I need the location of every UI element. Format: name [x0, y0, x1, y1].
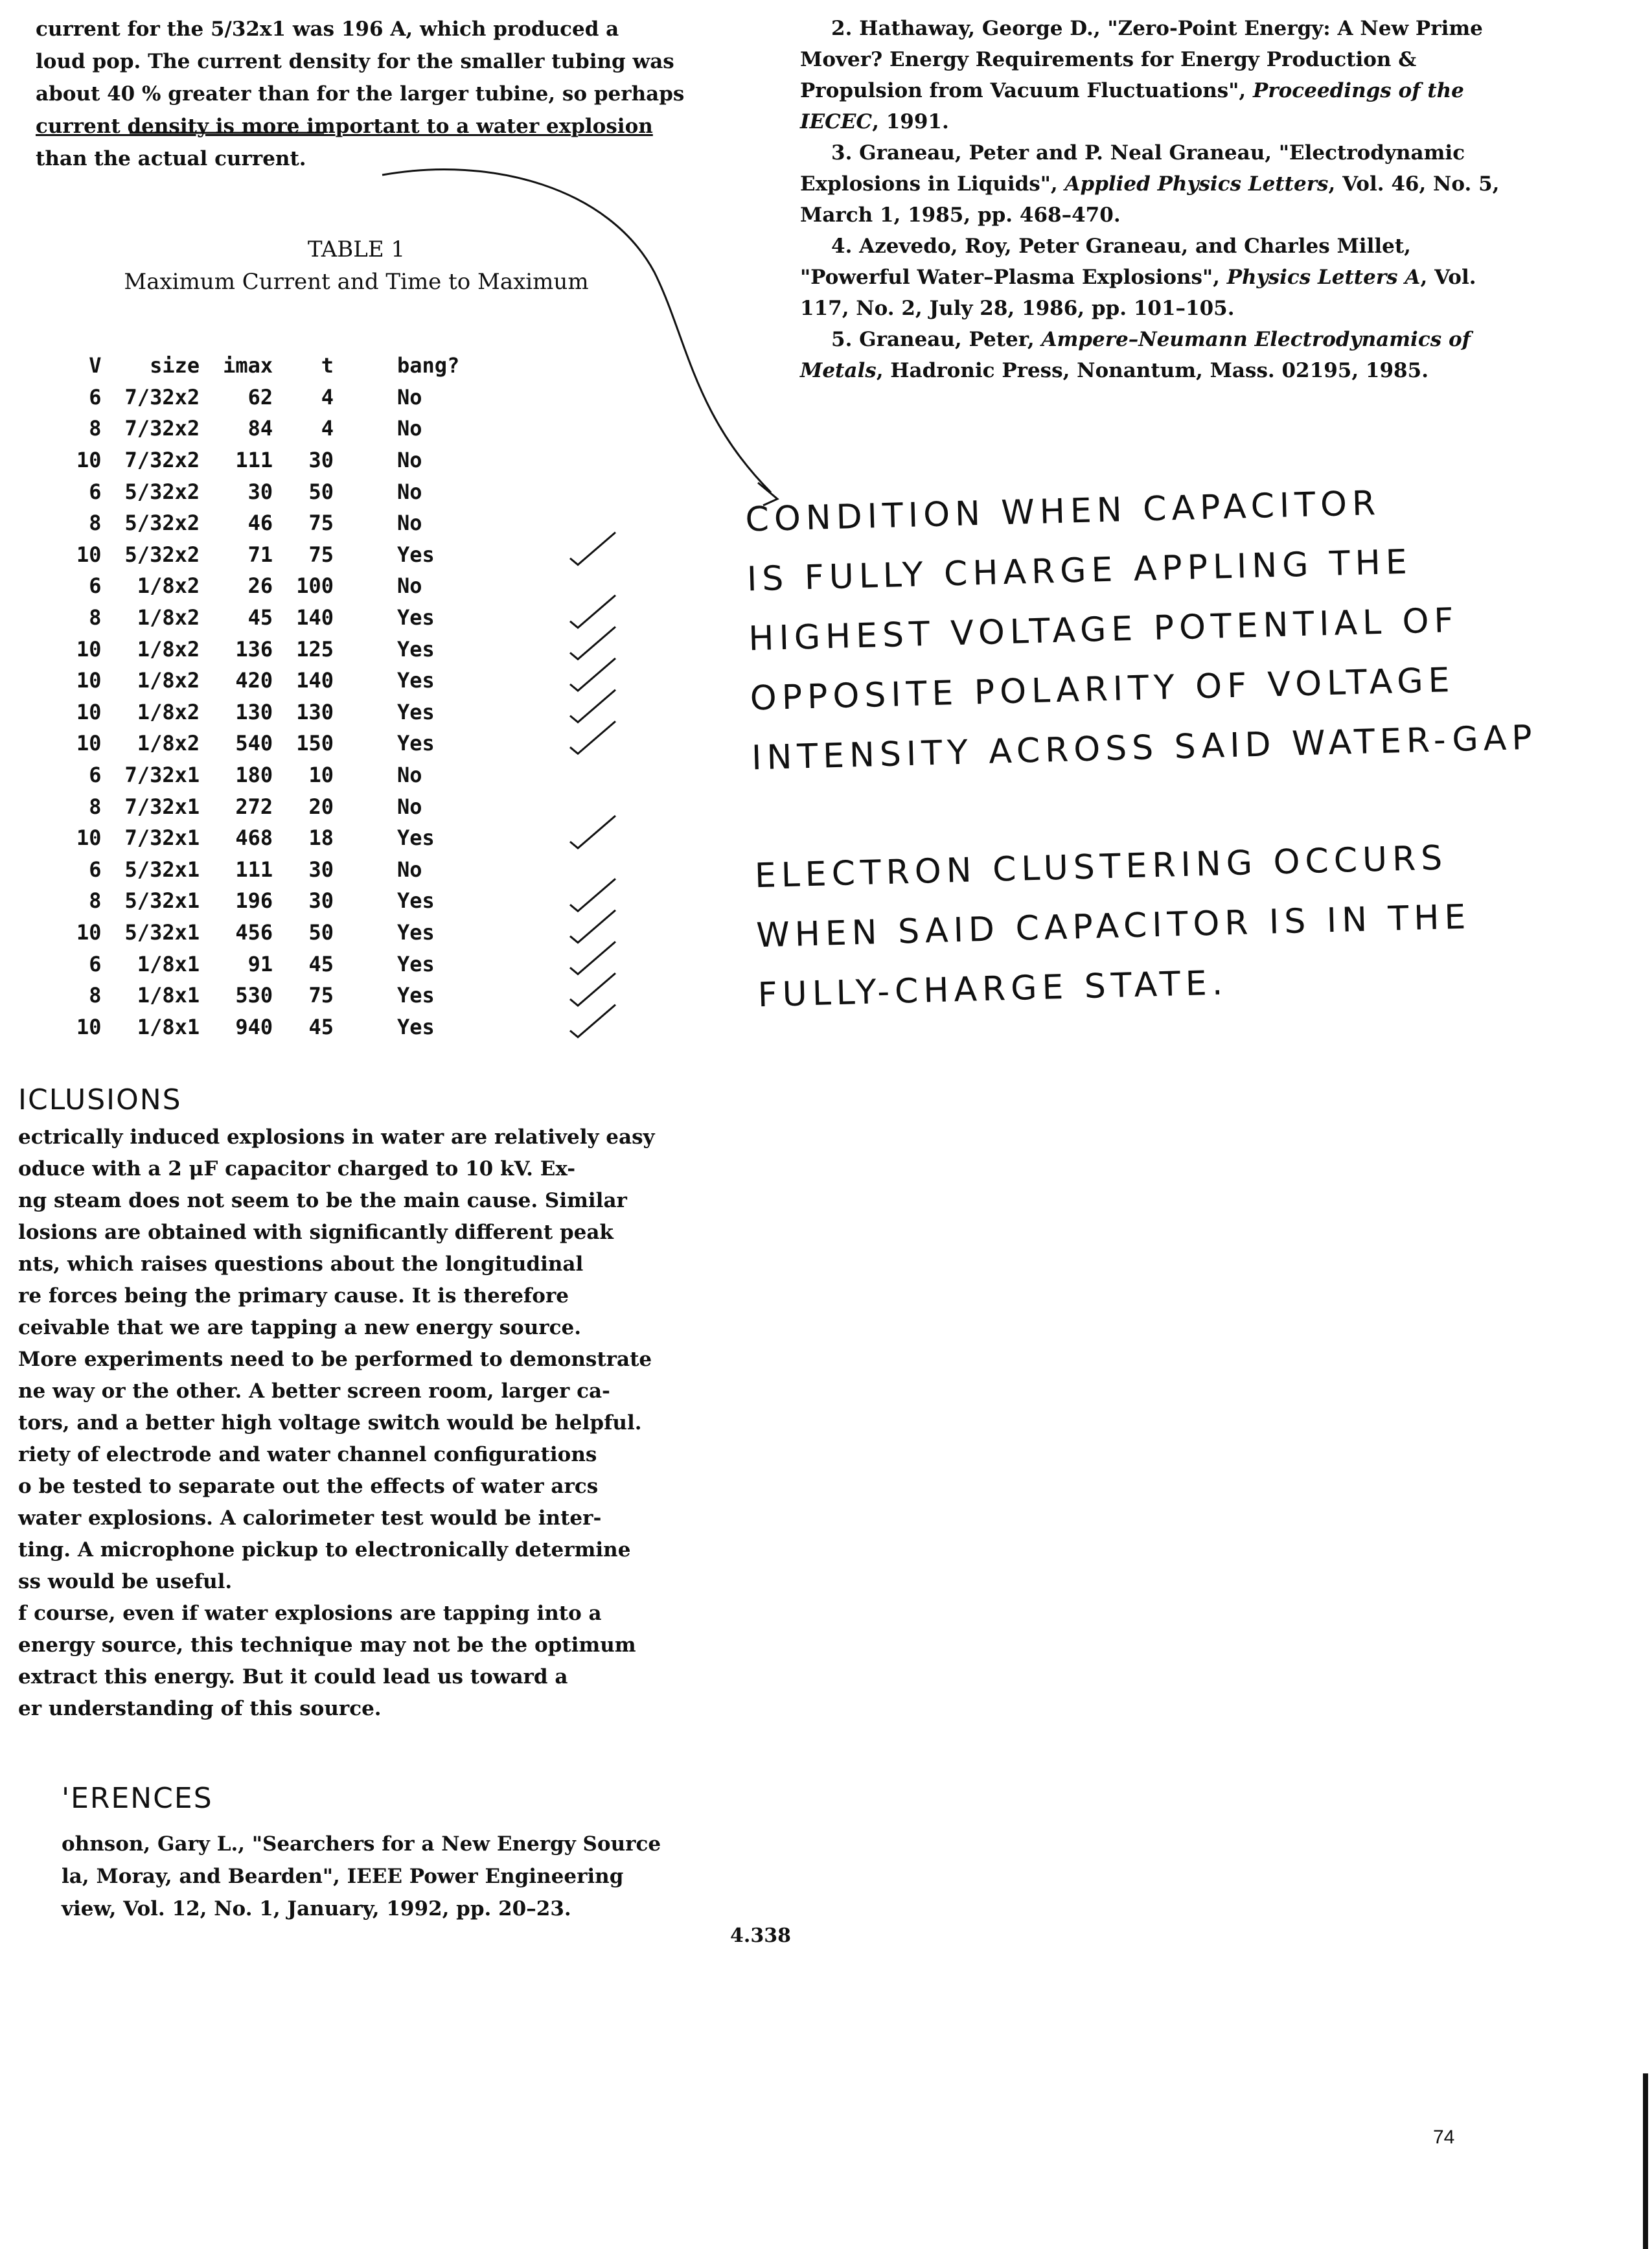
cell-t: 20 — [308, 794, 334, 819]
cell-t: 50 — [308, 479, 334, 504]
conclusions-line: er understanding of this source. — [18, 1697, 382, 1720]
cell-bang: Yes — [396, 699, 435, 724]
cell-imax: 111 — [235, 448, 273, 473]
cell-v: 8 — [89, 983, 102, 1008]
check-mark-icon — [570, 1005, 615, 1037]
cell-size: 5/32x2 — [124, 511, 200, 536]
reference-source: Proceedings of the IECEC — [800, 79, 1464, 133]
cell-bang: Yes — [396, 825, 435, 851]
cell-bang: No — [396, 511, 422, 536]
table-title: TABLE 1 — [307, 236, 406, 262]
references-heading: 'ERENCES — [62, 1782, 213, 1815]
cell-v: 6 — [89, 763, 102, 788]
scan-page-number: 74 — [1433, 2127, 1455, 2148]
check-marks — [570, 533, 615, 1037]
check-mark-icon — [570, 816, 615, 848]
cell-imax: 26 — [247, 573, 273, 599]
fragment-line-5: than the actual current. — [36, 147, 306, 170]
conclusions-line: ting. A microphone pickup to electronically determine — [18, 1538, 631, 1562]
cell-bang: Yes — [396, 1014, 435, 1039]
cell-t: 45 — [308, 951, 334, 976]
check-mark-icon — [570, 879, 615, 911]
check-mark-icon — [570, 690, 615, 722]
cell-bang: Yes — [396, 983, 435, 1008]
cell-v: 10 — [76, 699, 102, 724]
check-mark-icon — [570, 941, 615, 974]
conclusions-line: ne way or the other. A better screen room, larger ca- — [18, 1379, 610, 1403]
cell-v: 8 — [89, 511, 102, 536]
check-mark-icon — [570, 973, 615, 1006]
cell-imax: 196 — [235, 888, 273, 914]
cell-t: 30 — [308, 448, 334, 473]
cell-bang: Yes — [396, 668, 435, 693]
arrow-head-icon — [758, 483, 777, 505]
cell-size: 1/8x1 — [137, 1014, 200, 1039]
conclusions-line: More experiments need to be performed to demonstrate — [18, 1348, 652, 1371]
check-mark-icon — [570, 721, 615, 754]
note-line-2: IS FULLY CHARGE APPLING THE — [746, 542, 1413, 599]
cell-t: 140 — [296, 668, 334, 693]
cell-v: 6 — [89, 384, 102, 409]
cell-imax: 530 — [235, 983, 273, 1008]
reference-text: 5. Graneau, Peter, — [831, 328, 1042, 351]
conclusions-line: water explosions. A calorimeter test would be inter- — [18, 1506, 602, 1530]
reference-source: Applied Physics Letters — [1064, 172, 1329, 196]
note-line-4: OPPOSITE POLARITY OF VOLTAGE — [750, 660, 1456, 719]
col-header-t: t — [321, 353, 334, 378]
conclusions-line: extract this energy. But it could lead us toward a — [18, 1665, 568, 1689]
col-header-size: size — [150, 353, 200, 378]
col-header-bang: bang? — [396, 353, 460, 378]
conclusions-line: o be tested to separate out the effects of water arcs — [18, 1475, 599, 1498]
note-line-5: INTENSITY ACROSS SAID WATER-GAP — [751, 718, 1538, 778]
cell-v: 8 — [89, 888, 102, 914]
cell-imax: 468 — [235, 825, 273, 851]
cell-size: 5/32x1 — [124, 919, 200, 945]
cell-size: 7/32x2 — [124, 416, 200, 441]
check-mark-icon — [570, 627, 615, 659]
conclusions-line: oduce with a 2 μF capacitor charged to 10 kV. Ex- — [18, 1157, 576, 1181]
cell-bang: No — [396, 448, 422, 473]
reference-text: 3. Graneau, Peter and P. Neal Graneau, "Electrodynamic Explosions in Liquids", — [800, 141, 1465, 196]
cell-v: 8 — [89, 605, 102, 630]
cell-imax: 62 — [247, 384, 273, 409]
reference-details: , Hadronic Press, Nonantum, Mass. 02195, 1985. — [876, 359, 1428, 382]
cell-v: 10 — [76, 668, 102, 693]
cell-size: 1/8x1 — [137, 951, 200, 976]
cell-size: 1/8x1 — [137, 983, 200, 1008]
conclusions-line: f course, even if water explosions are tapping into a — [18, 1602, 602, 1625]
conclusions-line: energy source, this technique may not be the optimum — [18, 1633, 636, 1657]
cell-bang: No — [396, 794, 422, 819]
cell-v: 8 — [89, 794, 102, 819]
cell-bang: Yes — [396, 919, 435, 945]
cell-bang: No — [396, 416, 422, 441]
check-mark-icon — [570, 533, 615, 565]
reference-text: 4. Azevedo, Roy, Peter Graneau, and Charles Millet, "Powerful Water–Plasma Explosions", — [800, 235, 1411, 289]
cell-bang: No — [396, 857, 422, 882]
cell-size: 1/8x2 — [137, 731, 200, 756]
cell-v: 6 — [89, 479, 102, 504]
reference-details: , Vol. 117, No. 2, July 28, 1986, pp. 101–105. — [800, 266, 1476, 320]
reference-text: 2. Hathaway, George D., "Zero-Point Energy: A New Prime Mover? Energy Requirements for Energy Production & Propulsion from Vacuum Fluctuations", — [800, 17, 1483, 102]
cell-imax: 420 — [235, 668, 273, 693]
cell-v: 6 — [89, 857, 102, 882]
check-mark-icon — [570, 595, 615, 628]
cell-bang: Yes — [396, 542, 435, 567]
cell-v: 6 — [89, 951, 102, 976]
check-mark-icon — [570, 910, 615, 943]
cell-t: 75 — [308, 542, 334, 567]
conclusions-line: losions are obtained with significantly different peak — [18, 1221, 614, 1244]
cell-imax: 91 — [247, 951, 273, 976]
note-line-3: HIGHEST VOLTAGE POTENTIAL OF — [748, 601, 1460, 659]
cell-bang: Yes — [396, 951, 435, 976]
cell-v: 10 — [76, 731, 102, 756]
cell-size: 7/32x1 — [124, 794, 200, 819]
fragment-line-3: about 40 % greater than for the larger tubine, so perhaps — [36, 82, 685, 106]
conclusions-line: ceivable that we are tapping a new energy source. — [18, 1316, 581, 1339]
cell-t: 125 — [296, 636, 334, 662]
cell-imax: 111 — [235, 857, 273, 882]
cell-size: 7/32x1 — [124, 763, 200, 788]
cell-size: 1/8x2 — [137, 573, 200, 599]
cell-t: 150 — [296, 731, 334, 756]
conclusions-line: riety of electrode and water channel configurations — [18, 1443, 597, 1466]
cell-t: 18 — [308, 825, 334, 851]
cell-imax: 272 — [235, 794, 273, 819]
cell-bang: No — [396, 479, 422, 504]
cell-size: 5/32x1 — [124, 888, 200, 914]
cell-t: 30 — [308, 888, 334, 914]
cell-bang: Yes — [396, 888, 435, 914]
conclusions-line: tors, and a better high voltage switch would be helpful. — [18, 1411, 642, 1435]
cell-size: 7/32x1 — [124, 825, 200, 851]
cell-size: 1/8x2 — [137, 668, 200, 693]
cell-v: 10 — [76, 919, 102, 945]
fragment-line-4: current density is more important to a water explosion — [36, 115, 653, 138]
cell-imax: 136 — [235, 636, 273, 662]
cell-size: 5/32x2 — [124, 479, 200, 504]
cell-size: 5/32x2 — [124, 542, 200, 567]
fragment-line-1: current for the 5/32x1 was 196 A, which produced a — [36, 17, 619, 41]
conclusions-line: nts, which raises questions about the longitudinal — [18, 1252, 584, 1276]
cell-imax: 46 — [247, 511, 273, 536]
cell-v: 10 — [76, 825, 102, 851]
reference-details: , 1991. — [872, 110, 949, 133]
page-number: 4.338 — [730, 1924, 791, 1947]
cell-size: 5/32x1 — [124, 857, 200, 882]
note-line-8: FULLY-CHARGE STATE. — [757, 963, 1228, 1015]
cell-imax: 130 — [235, 699, 273, 724]
cell-v: 10 — [76, 448, 102, 473]
reference-source: Physics Letters A — [1226, 266, 1421, 289]
cell-t: 10 — [308, 763, 334, 788]
cell-imax: 45 — [247, 605, 273, 630]
cell-imax: 456 — [235, 919, 273, 945]
reference-details: , Vol. 46, No. 5, March 1, 1985, pp. 468–470. — [800, 172, 1500, 227]
cell-t: 4 — [321, 416, 334, 441]
col-header-imax: imax — [223, 353, 273, 378]
cell-bang: Yes — [396, 636, 435, 662]
cell-size: 7/32x2 — [124, 448, 200, 473]
note-line-7: WHEN SAID CAPACITOR IS IN THE — [755, 897, 1472, 956]
cell-t: 100 — [296, 573, 334, 599]
cell-size: 1/8x2 — [137, 605, 200, 630]
cell-v: 10 — [76, 542, 102, 567]
cell-t: 75 — [308, 511, 334, 536]
col-header-v: V — [89, 353, 102, 378]
cell-t: 130 — [296, 699, 334, 724]
ref-1-line-2: la, Moray, and Bearden", IEEE Power Engineering — [62, 1865, 624, 1888]
cell-imax: 540 — [235, 731, 273, 756]
cell-v: 6 — [89, 573, 102, 599]
conclusions-line: re forces being the primary cause. It is therefore — [18, 1284, 569, 1308]
cell-t: 140 — [296, 605, 334, 630]
cell-t: 45 — [308, 1014, 334, 1039]
note-line-1: CONDITION WHEN CAPACITOR — [744, 483, 1381, 540]
note-line-6: ELECTRON CLUSTERING OCCURS — [754, 838, 1448, 896]
cell-imax: 940 — [235, 1014, 273, 1039]
cell-imax: 30 — [247, 479, 273, 504]
cell-size: 1/8x2 — [137, 699, 200, 724]
cell-bang: No — [396, 763, 422, 788]
cell-t: 50 — [308, 919, 334, 945]
cell-t: 4 — [321, 384, 334, 409]
cell-t: 75 — [308, 983, 334, 1008]
cell-bang: Yes — [396, 731, 435, 756]
cell-bang: Yes — [396, 605, 435, 630]
cell-size: 1/8x2 — [137, 636, 200, 662]
cell-imax: 180 — [235, 763, 273, 788]
cell-v: 8 — [89, 416, 102, 441]
cell-v: 10 — [76, 1014, 102, 1039]
ref-1-line-3: view, Vol. 12, No. 1, January, 1992, pp. 20–23. — [62, 1897, 571, 1920]
conclusions-line: ng steam does not seem to be the main cause. Similar — [18, 1189, 627, 1212]
cell-bang: No — [396, 384, 422, 409]
cell-imax: 84 — [247, 416, 273, 441]
cell-bang: No — [396, 573, 422, 599]
table-subtitle: Maximum Current and Time to Maximum — [124, 269, 589, 295]
conclusions-line: ss would be useful. — [18, 1570, 233, 1593]
cell-size: 7/32x2 — [124, 384, 200, 409]
conclusions-line: ectrically induced explosions in water are relatively easy — [18, 1125, 655, 1149]
ref-1-line-1: ohnson, Gary L., "Searchers for a New Energy Source — [62, 1832, 661, 1856]
cell-t: 30 — [308, 857, 334, 882]
fragment-line-2: loud pop. The current density for the smaller tubing was — [36, 50, 674, 73]
conclusions-heading: ICLUSIONS — [18, 1083, 182, 1116]
cell-imax: 71 — [247, 542, 273, 567]
cell-v: 10 — [76, 636, 102, 662]
arrow-curve — [382, 170, 771, 492]
reference-source: Ampere–Neumann Electrodynamics of Metals — [800, 328, 1471, 382]
check-mark-icon — [570, 658, 615, 691]
